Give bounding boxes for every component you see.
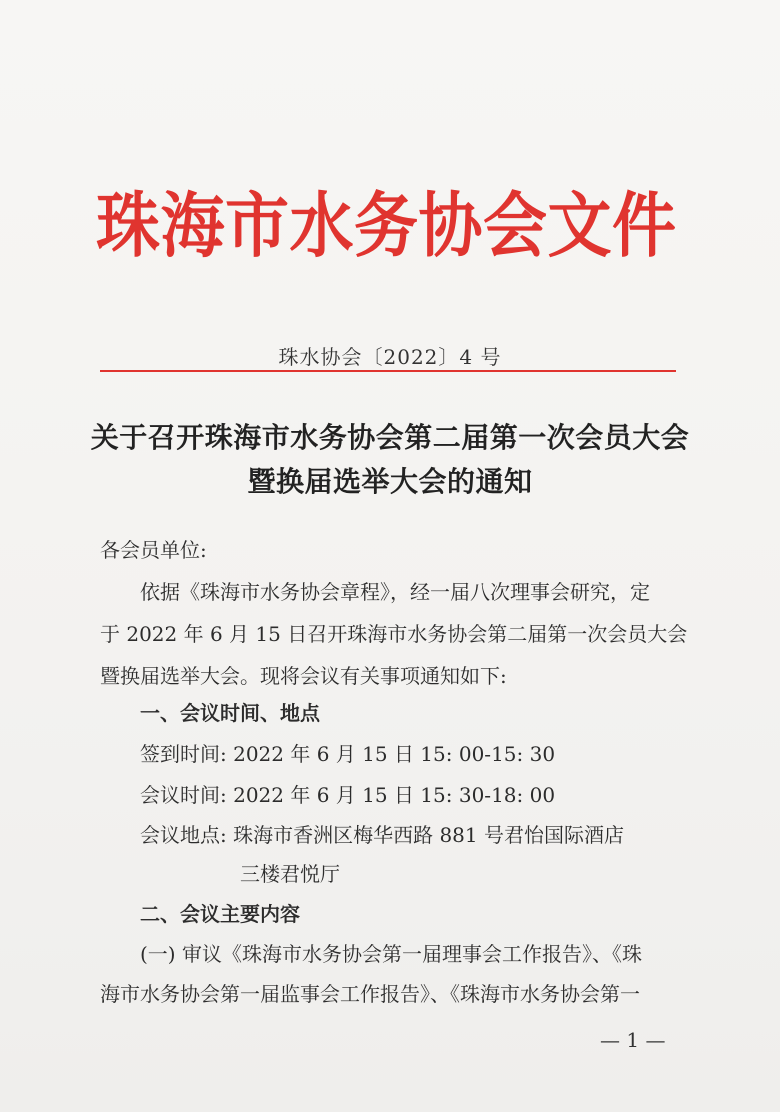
meeting-time: 会议时间: 2022 年 6 月 15 日 15: 30-18: 00 bbox=[140, 783, 556, 807]
title-line-1: 关于召开珠海市水务协会第二届第一次会员大会 bbox=[90, 421, 690, 454]
paragraph-line: 暨换届选举大会。现将会议有关事项通知如下: bbox=[100, 664, 507, 688]
section-heading: 二、会议主要内容 bbox=[140, 902, 300, 926]
masthead-char: 海 bbox=[160, 186, 225, 268]
section-heading: 一、会议时间、地点 bbox=[140, 701, 320, 725]
signin-time: 签到时间: 2022 年 6 月 15 日 15: 00-15: 30 bbox=[140, 742, 556, 766]
masthead-char: 文 bbox=[547, 186, 612, 268]
masthead-char: 务 bbox=[354, 186, 418, 268]
paragraph-line: 于 2022 年 6 月 15 日召开珠海市水务协会第二届第一次会员大会 bbox=[100, 622, 688, 646]
notice-title bbox=[0, 416, 780, 504]
paragraph-line: (一) 审议《珠海市水务协会第一届理事会工作报告》、《珠 bbox=[140, 942, 642, 966]
red-divider-line bbox=[100, 370, 676, 372]
document-number: 珠水协会〔2022〕4 号 bbox=[278, 345, 502, 369]
meeting-location: 会议地点: 珠海市香洲区梅华西路 881 号君怡国际酒店 bbox=[140, 823, 624, 847]
document-masthead bbox=[96, 182, 676, 272]
masthead-char: 水 bbox=[289, 186, 354, 268]
meeting-location-continued: 三楼君悦厅 bbox=[240, 862, 340, 886]
masthead-char: 协 bbox=[418, 186, 483, 268]
title-line-2: 暨换届选举大会的通知 bbox=[247, 465, 533, 498]
masthead-char: 市 bbox=[225, 186, 289, 268]
salutation: 各会员单位: bbox=[100, 538, 207, 562]
masthead-char: 珠 bbox=[96, 186, 160, 268]
paragraph-line: 依据《珠海市水务协会章程》，经一届八次理事会研究，定 bbox=[140, 580, 650, 604]
masthead-char: 会 bbox=[483, 186, 547, 268]
page-number: — 1 — bbox=[600, 1028, 666, 1052]
masthead-char: 件 bbox=[612, 186, 676, 268]
paragraph-line: 海市水务协会第一届监事会工作报告》、《珠海市水务协会第一 bbox=[100, 982, 640, 1006]
